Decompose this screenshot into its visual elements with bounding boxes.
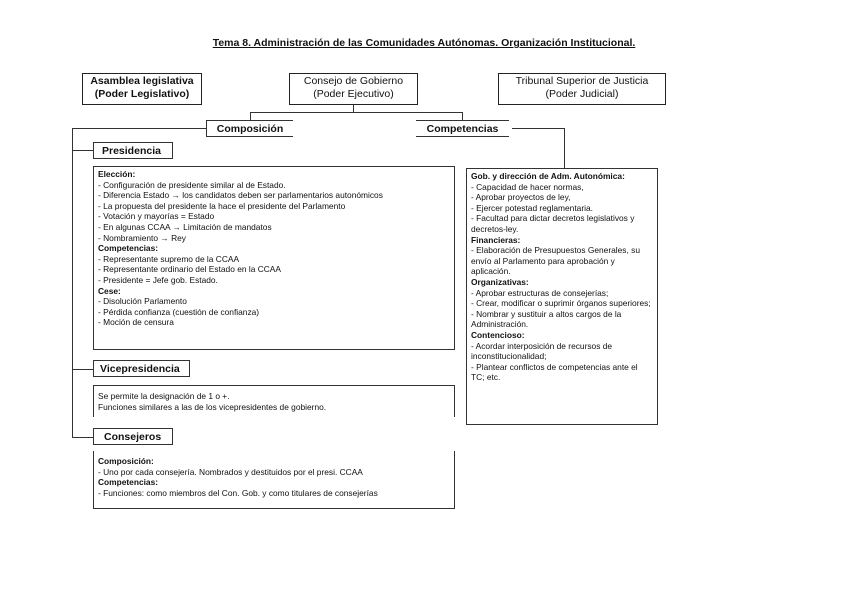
presidencia-box <box>93 166 455 350</box>
section-heading: Gob. y dirección de Adm. Autonómica: <box>471 171 625 181</box>
list-item: - Crear, modificar o suprimir órganos superiores; <box>471 298 651 309</box>
connector-line <box>353 105 354 112</box>
list-item: - Presidente = Jefe gob. Estado. <box>98 274 218 285</box>
list-item: - Aprobar proyectos de ley, <box>471 192 571 203</box>
legislative-power: (Poder Legislativo) <box>94 88 190 100</box>
presidencia-section <box>98 286 450 328</box>
list-item: - Aprobar estructuras de consejerías; <box>471 287 609 298</box>
judicial-box <box>498 73 666 105</box>
section-heading: Organizativas: <box>471 276 529 287</box>
connector-line <box>72 150 93 151</box>
executive-name: Consejo de Gobierno <box>303 75 404 87</box>
connector-line <box>250 112 251 120</box>
list-item: - Elaboración de Presupuestos Generales, su envío al Parlamento para aprobación y aplicación. <box>471 245 640 277</box>
connector-line <box>72 437 93 438</box>
list-item: - Diferencia Estado → los candidatos deben ser parlamentarios autonómicos <box>98 190 383 201</box>
section-heading: Financieras: <box>471 234 521 245</box>
list-item: - Facultad para dictar decretos legislativos y decretos-ley. <box>471 213 635 234</box>
list-item: - Moción de censura <box>98 317 174 328</box>
connector-line <box>250 112 463 113</box>
vicepresidencia-label: Vicepresidencia <box>93 360 190 377</box>
executive-box <box>289 73 418 105</box>
legislative-box <box>82 73 202 105</box>
connector-line <box>72 128 73 437</box>
list-item: - Representante ordinario del Estado en la CCAA <box>98 264 281 275</box>
connector-line <box>72 128 206 129</box>
list-item: - Votación y mayorías = Estado <box>98 211 215 222</box>
presidencia-section <box>98 243 450 285</box>
connector-line <box>512 128 565 129</box>
presidencia-label: Presidencia <box>93 142 173 159</box>
legislative-name: Asamblea legislativa <box>90 75 194 87</box>
vicepresidencia-box <box>93 385 455 417</box>
list-item: - Nombrar y sustituir a altos cargos de la Administración. <box>471 308 622 330</box>
list-item: - Configuración de presidente similar al de Estado. <box>98 179 286 190</box>
competencias-box <box>466 168 658 425</box>
executive-power: (Poder Ejecutivo) <box>313 88 394 100</box>
list-item: Se permite la designación de 1 o +. <box>98 391 230 401</box>
connector-line <box>72 369 93 370</box>
list-item: - Funciones: como miembros del Con. Gob. y como titulares de consejerías <box>98 487 378 498</box>
section-heading: Elección: <box>98 169 136 179</box>
document-title: Tema 8. Administración de las Comunidades Autónomas. Organización Institucional. <box>212 37 636 49</box>
list-item: - Capacidad de hacer normas, <box>471 181 584 192</box>
list-item: - Pérdida confianza (cuestión de confianza) <box>98 306 260 317</box>
list-item: - Nombramiento → Rey <box>98 232 186 243</box>
list-item: - Plantear conflictos de competencias ante el TC; etc. <box>471 361 638 383</box>
composicion-label: Composición <box>206 120 293 137</box>
section-heading: Contencioso: <box>471 329 525 340</box>
connector-line <box>462 112 463 120</box>
competencias-label: Competencias <box>416 120 509 137</box>
consejeros-box <box>93 451 455 509</box>
list-item: - La propuesta del presidente la hace el presidente del Parlamento <box>98 200 346 211</box>
list-item: - Representante supremo de la CCAA <box>98 253 240 264</box>
presidencia-section <box>98 169 450 243</box>
list-item: Funciones similares a las de los vicepresidentes de gobierno. <box>98 401 327 412</box>
judicial-power: (Poder Judicial) <box>545 88 619 100</box>
section-heading: Competencias: <box>98 477 159 488</box>
connector-line <box>564 128 565 168</box>
list-item: - En algunas CCAA → Limitación de mandatos <box>98 221 272 232</box>
section-heading: Composición: <box>98 456 154 466</box>
list-item: - Acordar interposición de recursos de inconstitucionalidad; <box>471 340 613 362</box>
section-heading: Cese: <box>98 285 121 296</box>
consejeros-label: Consejeros <box>93 428 173 445</box>
list-item: - Ejercer potestad reglamentaria. <box>471 202 593 213</box>
section-heading: Competencias: <box>98 243 159 254</box>
list-item: - Disolución Parlamento <box>98 296 187 307</box>
judicial-name: Tribunal Superior de Justicia <box>515 75 649 87</box>
list-item: - Uno por cada consejería. Nombrados y destituidos por el presi. CCAA <box>98 466 363 477</box>
